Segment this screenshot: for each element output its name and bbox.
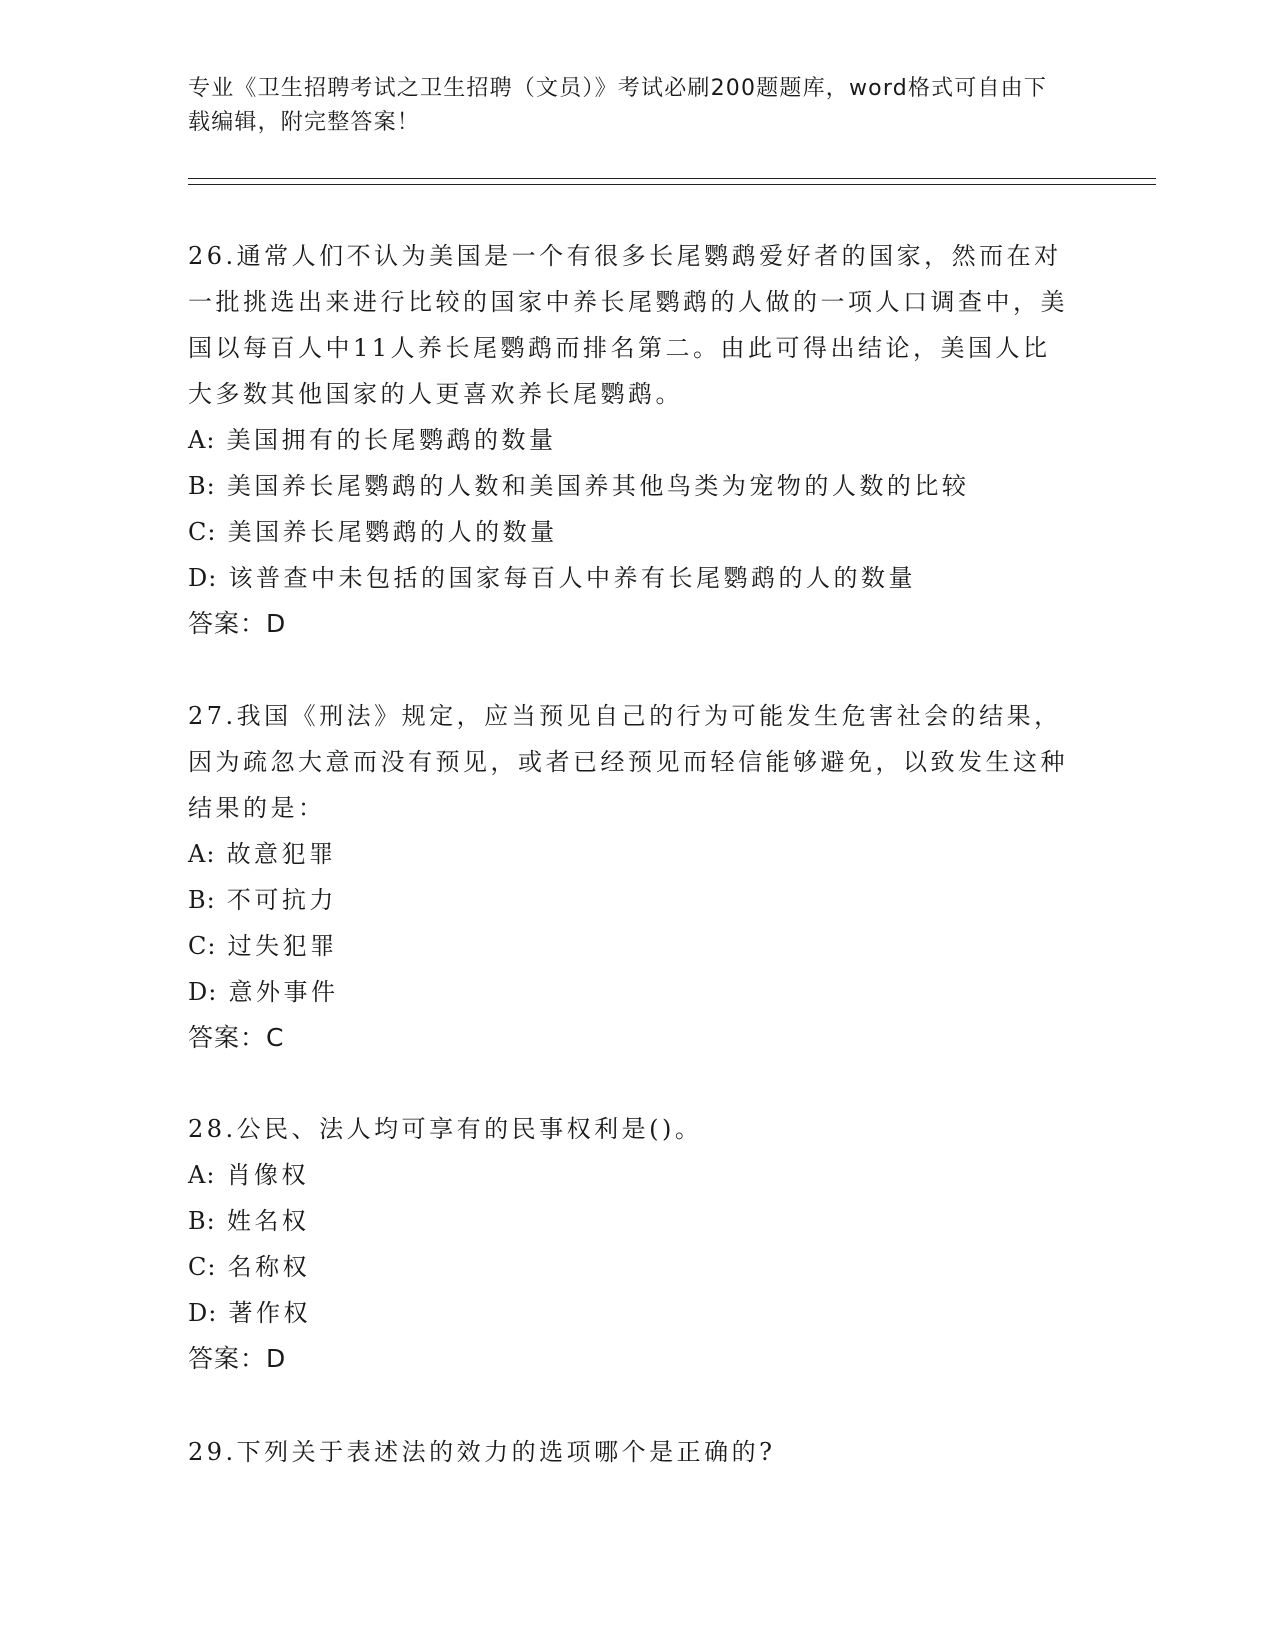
option-key: A: (188, 1161, 216, 1189)
question-27 (188, 693, 1078, 1061)
option-text: 肖像权 (226, 1161, 310, 1189)
option-a (188, 831, 1078, 877)
option-c (188, 1244, 1078, 1290)
option-c (188, 923, 1078, 969)
option-a (188, 417, 1078, 463)
option-text: 该普查中未包括的国家每百人中养有长尾鹦鹉的人的数量 (228, 564, 916, 592)
option-key: D: (188, 564, 218, 592)
question-stem: 26.通常人们不认为美国是一个有很多长尾鹦鹉爱好者的国家，然而在对一批挑选出来进行比较的国家中养长尾鹦鹉的人做的一项人口调查中，美国以每百人中11人养长尾鹦鹉而排名第二。由此可得出结论，美国人比大多数其他国家的人更喜欢养长尾鹦鹉。 (188, 242, 1068, 408)
option-text: 美国养长尾鹦鹉的人的数量 (227, 518, 558, 546)
option-key: B: (188, 1207, 216, 1235)
document-header: 专业《卫生招聘考试之卫生招聘（文员）》考试必刷200题题库，word格式可自由下载编辑，附完整答案！ (188, 76, 1048, 135)
option-d (188, 555, 1078, 601)
question-stem: 27.我国《刑法》规定，应当预见自己的行为可能发生危害社会的结果，因为疏忽大意而没有预见，或者已经预见而轻信能够避免，以致发生这种结果的是： (188, 702, 1068, 822)
option-key: B: (188, 472, 216, 500)
answer-line: 答案：D (188, 609, 287, 638)
option-text: 名称权 (227, 1253, 311, 1281)
option-text: 美国养长尾鹦鹉的人数和美国养其他鸟类为宠物的人数的比较 (226, 472, 970, 500)
question-stem: 28.公民、法人均可享有的民事权利是()。 (188, 1115, 703, 1143)
option-key: C: (188, 1253, 217, 1281)
option-key: B: (188, 886, 216, 914)
option-text: 过失犯罪 (227, 932, 338, 960)
option-key: D: (188, 978, 218, 1006)
option-key: A: (188, 426, 216, 454)
option-text: 著作权 (228, 1299, 311, 1327)
option-b (188, 1198, 1078, 1244)
option-text: 意外事件 (228, 978, 339, 1006)
option-key: C: (188, 518, 217, 546)
option-text: 姓名权 (226, 1207, 310, 1235)
header-divider-top (188, 178, 1156, 179)
question-26 (188, 233, 1078, 647)
option-key: A: (188, 840, 216, 868)
option-d (188, 969, 1078, 1015)
question-28 (188, 1106, 1078, 1382)
option-text: 故意犯罪 (226, 840, 337, 868)
answer-line: 答案：D (188, 1344, 287, 1373)
question-29 (188, 1429, 1078, 1475)
option-key: C: (188, 932, 217, 960)
option-c (188, 509, 1078, 555)
question-stem: 29.下列关于表述法的效力的选项哪个是正确的? (188, 1438, 776, 1466)
option-text: 不可抗力 (226, 886, 337, 914)
option-key: D: (188, 1299, 218, 1327)
option-b (188, 463, 1078, 509)
header-divider-bottom (188, 184, 1156, 185)
option-a (188, 1152, 1078, 1198)
option-b (188, 877, 1078, 923)
option-text: 美国拥有的长尾鹦鹉的数量 (226, 426, 557, 454)
option-d (188, 1290, 1078, 1336)
answer-line: 答案：C (188, 1023, 285, 1052)
